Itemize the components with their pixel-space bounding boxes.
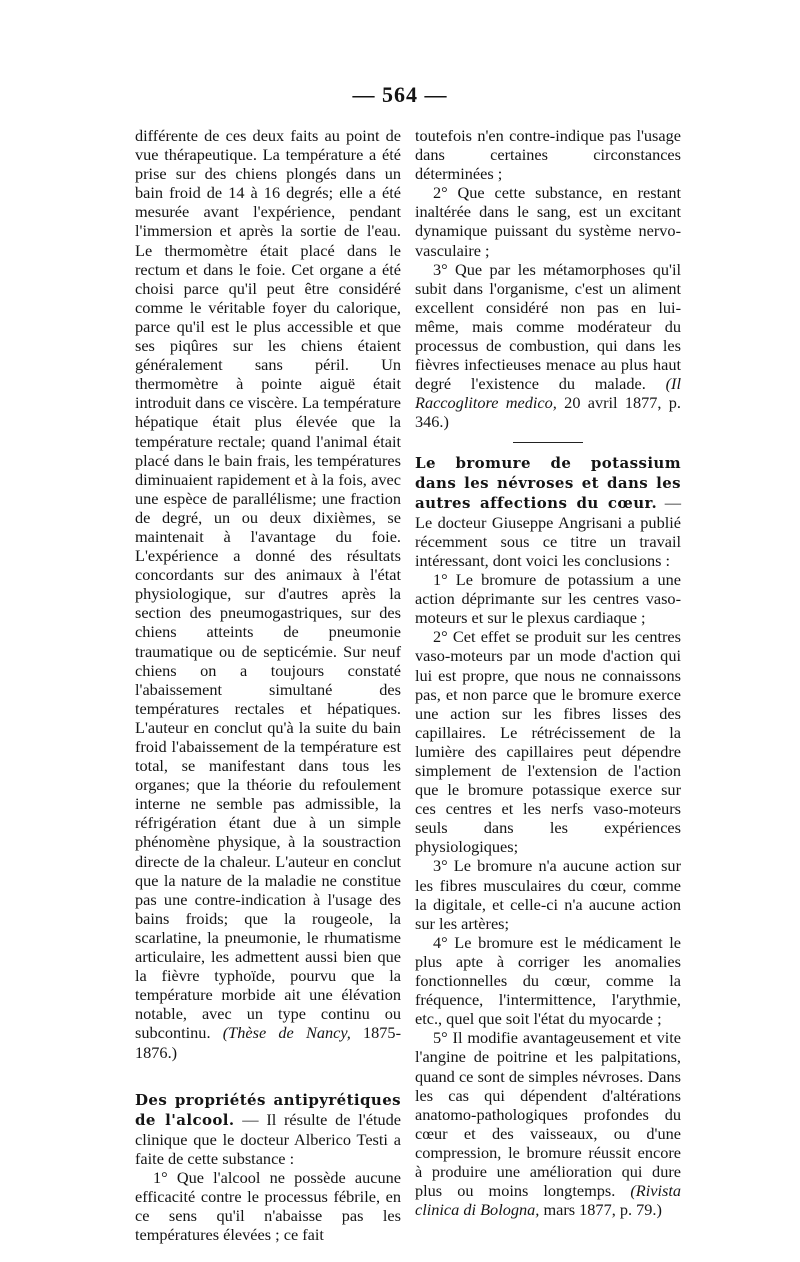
section-intro: — Il résulte de l'étude clinique que le docteur Alberico Testi a faite de cette substance :	[135, 1109, 401, 1168]
citation-source: (Rivista clinica di Bologna,	[415, 1181, 681, 1220]
section-divider	[513, 442, 583, 443]
section-title: Des propriétés antipyrétiques de l'alcool.	[135, 1090, 401, 1129]
list-item	[415, 1028, 681, 1219]
section-intro: — Le docteur Giuseppe Angrisani a publié récemment sous ce titre un travail intéressant, dont voici les conclusions :	[415, 492, 681, 570]
citation-date: 20 avril 1877, p. 346.)	[415, 393, 681, 432]
citation-date: mars 1877, p. 79.)	[543, 1200, 662, 1220]
list-item: 2° Cet effet se produit sur les centres vaso-moteurs par un mode d'action qui lui est propre, que nous ne connaissons pas, et non parce que le bromure exerce une action sur les fibres lisses des capillaires. Le rétrécissement de la lumière des capillaires peut dépendre simplement de l'extension de l'action que le bromure potassique exerce sur ces centres et les nerfs vaso-moteurs seuls dans les expériences physiologiques;	[415, 627, 681, 857]
list-item: 2° Que cette substance, en restant inaltérée dans le sang, est un excitant dynamique puissant du système nervo-vasculaire ;	[415, 183, 681, 260]
list-item	[415, 260, 681, 432]
citation-year: 1875-1876.)	[135, 1023, 401, 1062]
right-column	[415, 126, 681, 1219]
left-column	[135, 126, 401, 1244]
list-item: 1° Que l'alcool ne possède aucune efficacité contre le processus fébrile, en ce sens qu'il n'abaisse pas les températures élevées ; ce fait	[135, 1167, 401, 1245]
list-item: 4° Le bromure est le médicament le plus apte à corriger les anomalies fonctionnelles du cœur, comme la fréquence, l'intermittence, l'arythmie, etc., quel que soit l'état du myocarde ;	[415, 932, 681, 1029]
page-number: — 564 —	[352, 82, 448, 107]
paragraph-continuation: toutefois n'en contre-indique pas l'usage dans certaines circonstances déterminées ;	[415, 126, 681, 184]
section-title: Le bromure de potassium dans les névroses et dans les autres affections du cœur.	[415, 453, 681, 512]
citation-source: (Thèse de Nancy,	[222, 1023, 351, 1043]
paragraph-text: différente de ces deux faits au point de vue thérapeutique. La température a été prise sur des chiens plongés dans un bain froid de 14 à 16 degrés; elle a été mesurée avant l'expérience, pendant l'immersion et après la sortie de l'eau. Le thermomètre était placé dans le rectum et dans le foie. Cet organe a été choisi parce qu'il peut être considéré comme le véritable foyer du calorique, parce qu'il est le plus accessible et que ses piqûres sur les chiens étaient généralement sans péril. Un thermomètre à pointe aiguë était introduit dans ce viscère. La température hépatique était plus élevée que la température rectale; quand l'animal était placé dans le bain frais, les températures diminuaient rapidement et à la fois, avec une espèce de parallélisme; une fraction de degré, un ou deux dixièmes, se maintenait à l'avantage du foie. L'expérience a donné des résultats concordants sur des animaux à l'état physiologique, sur d'autres après la section des pneumogastriques, sur des chiens atteints de pneumonie traumatique ou de septicémie. Sur neuf chiens on a toujours constaté l'abaissement simultané des températures rectales et hépatiques. L'auteur en conclut qu'à la suite du bain froid l'abaissement de la température est total, se manifestant dans tous les organes; que la théorie du refoulement interne ne semble pas admissible, la réfrigération étant due à un simple phénomène physique, à la soustraction directe de la chaleur. L'auteur en conclut que la nature de la maladie ne constitue pas une contre-indication à l'usage des bains froids; que la rougeole, la scarlatine, la pneumonie, le rhumatisme articulaire, les admettent aussi bien que la fièvre typhoïde, pourvu que la température morbide ait une élévation notable, avec un type continu ou subcontinu.	[135, 126, 401, 1043]
section-alcool	[135, 1090, 401, 1168]
citation-source: (Il Raccoglitore medico,	[415, 374, 681, 413]
list-item: 1° Le bromure de potassium a une action déprimante sur les centres vaso-moteurs et sur le plexus cardiaque ;	[415, 570, 681, 628]
list-item-text: 3° Que par les métamorphoses qu'il subit dans l'organisme, c'est un aliment excellent considéré non pas en lui-même, mais comme modérateur du processus de combustion, qui dans les fièvres infectieuses menace au plus haut degré l'existence du malade.	[415, 259, 681, 394]
list-item: 3° Le bromure n'a aucune action sur les fibres musculaires du cœur, comme la digitale, et celle-ci n'a aucune action sur les artères;	[415, 856, 681, 933]
article-paragraph	[135, 126, 401, 1062]
list-item-text: 5° Il modifie avantageusement et vite l'angine de poitrine et les palpitations, quand ce sont de simples névroses. Dans les cas qui dépendent d'altérations anatomo-pathologiques profondes du cœur et des vaisseaux, ou d'une compression, le bromure réussit encore à produire une amélioration qui dure plus ou moins longtemps.	[415, 1028, 681, 1201]
section-bromure	[415, 453, 681, 571]
